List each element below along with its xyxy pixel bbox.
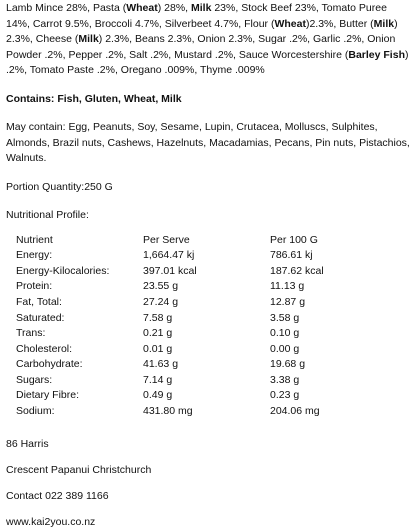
cell-nutrient: Sugars: (16, 373, 53, 386)
contact-phone: Contact 022 389 1166 (6, 490, 109, 503)
cell-per-serve: 7.14 g (143, 373, 173, 386)
table-row (16, 264, 412, 280)
table-row (16, 342, 412, 358)
cell-per-100g: 0.00 g (270, 342, 300, 355)
table-row (16, 311, 412, 327)
cell-per-serve: 41.63 g (143, 358, 179, 371)
cell-per-serve: 431.80 mg (143, 404, 193, 417)
ingredient-text: ) 2.3%, Beans 2.3%, Onion 2.3%, Sugar .2%, Garlic .2%, Onion Powder .2%, Pepper .2%, Salt .2%, Mustard .2%, Sauce Worcestershire ( (6, 33, 396, 61)
table-row (16, 279, 412, 295)
cell-per-serve: 23.55 g (143, 280, 179, 293)
cell-nutrient: Sodium: (16, 404, 55, 417)
cell-per-100g: 786.61 kj (270, 249, 313, 262)
cell-nutrient: Cholesterol: (16, 342, 73, 355)
nutrition-header-row (16, 233, 412, 249)
ingredient-text: )2.3%, Butter ( (305, 17, 374, 30)
cell-per-serve: 397.01 kcal (143, 264, 197, 277)
ingredient-text: 23%, Stock Beef 23%, Tomato Puree 14%, Carrot 9.5%, Broccoli 4.7%, Silverbeet 4.7%, Flour ( (6, 2, 387, 30)
cell-per-100g: 3.58 g (270, 311, 300, 324)
cell-per-serve: 0.21 g (143, 327, 173, 340)
cell-per-serve: 1,664.47 kj (143, 249, 195, 262)
allergen-highlight: Milk (373, 17, 395, 30)
address-line-2: Crescent Papanui Christchurch (6, 464, 152, 477)
table-row (16, 357, 412, 373)
ingredient-text: ) 28%, (157, 2, 191, 14)
cell-per-100g: 3.38 g (270, 373, 300, 386)
address-line-1: 86 Harris (6, 438, 49, 451)
cell-per-100g: 12.87 g (270, 295, 306, 308)
cell-nutrient: Fat, Total: (16, 295, 62, 308)
table-row (16, 295, 412, 311)
header-per-serve: Per Serve (143, 233, 190, 246)
ingredient-text: ) .2%, Tomato Paste .2%, Oregano .009%, Thyme .009% (6, 48, 409, 77)
nutrition-table (16, 233, 412, 419)
header-nutrient: Nutrient (16, 233, 53, 246)
contains-allergens: Contains: Fish, Gluten, Wheat, Milk (6, 92, 182, 105)
label-document (0, 1, 416, 531)
cell-per-100g: 0.10 g (270, 327, 300, 340)
allergen-highlight: Milk (78, 33, 99, 46)
cell-nutrient: Carbohydrate: (16, 358, 83, 371)
allergen-highlight: Wheat (274, 17, 306, 30)
cell-nutrient: Dietary Fibre: (16, 389, 80, 402)
address-block (6, 437, 410, 531)
cell-per-serve: 27.24 g (143, 295, 179, 308)
table-row (16, 248, 412, 264)
ingredient-text: ) 2.3%, Cheese ( (6, 17, 398, 46)
website-link: www.kai2you.co.nz (6, 516, 96, 529)
header-per-100g: Per 100 G (270, 233, 318, 246)
allergen-highlight: Barley Fish (348, 48, 405, 61)
ingredients-list (6, 1, 410, 79)
cell-per-100g: 19.68 g (270, 358, 306, 371)
cell-per-100g: 204.06 mg (270, 404, 320, 417)
allergen-highlight: Milk (191, 2, 212, 14)
ingredient-text: Lamb Mince 28%, Pasta ( (6, 2, 127, 14)
table-row (16, 326, 412, 342)
cell-nutrient: Energy-Kilocalories: (16, 264, 110, 277)
cell-per-serve: 7.58 g (143, 311, 173, 324)
cell-nutrient: Energy: (16, 249, 53, 262)
cell-nutrient: Protein: (16, 280, 53, 293)
table-row (16, 388, 412, 404)
cell-per-100g: 0.23 g (270, 389, 300, 402)
table-row (16, 404, 412, 420)
allergen-highlight: Wheat (126, 2, 158, 14)
table-row (16, 373, 412, 389)
may-contain-allergens: May contain: Egg, Peanuts, Soy, Sesame, Lupin, Crutacea, Molluscs, Sulphites, Almonds, Brazil nuts, Cashews, Hazelnuts, Macadamias, Pecans, Pin nuts, Pistachios, Walnuts. (6, 121, 410, 165)
cell-nutrient: Saturated: (16, 311, 65, 324)
cell-per-serve: 0.01 g (143, 342, 173, 355)
cell-nutrient: Trans: (16, 327, 46, 340)
portion-quantity: Portion Quantity:250 G (6, 180, 113, 193)
cell-per-serve: 0.49 g (143, 389, 173, 402)
nutritional-profile-title: Nutritional Profile: (6, 209, 89, 222)
cell-per-100g: 11.13 g (270, 280, 305, 293)
cell-per-100g: 187.62 kcal (270, 264, 324, 277)
